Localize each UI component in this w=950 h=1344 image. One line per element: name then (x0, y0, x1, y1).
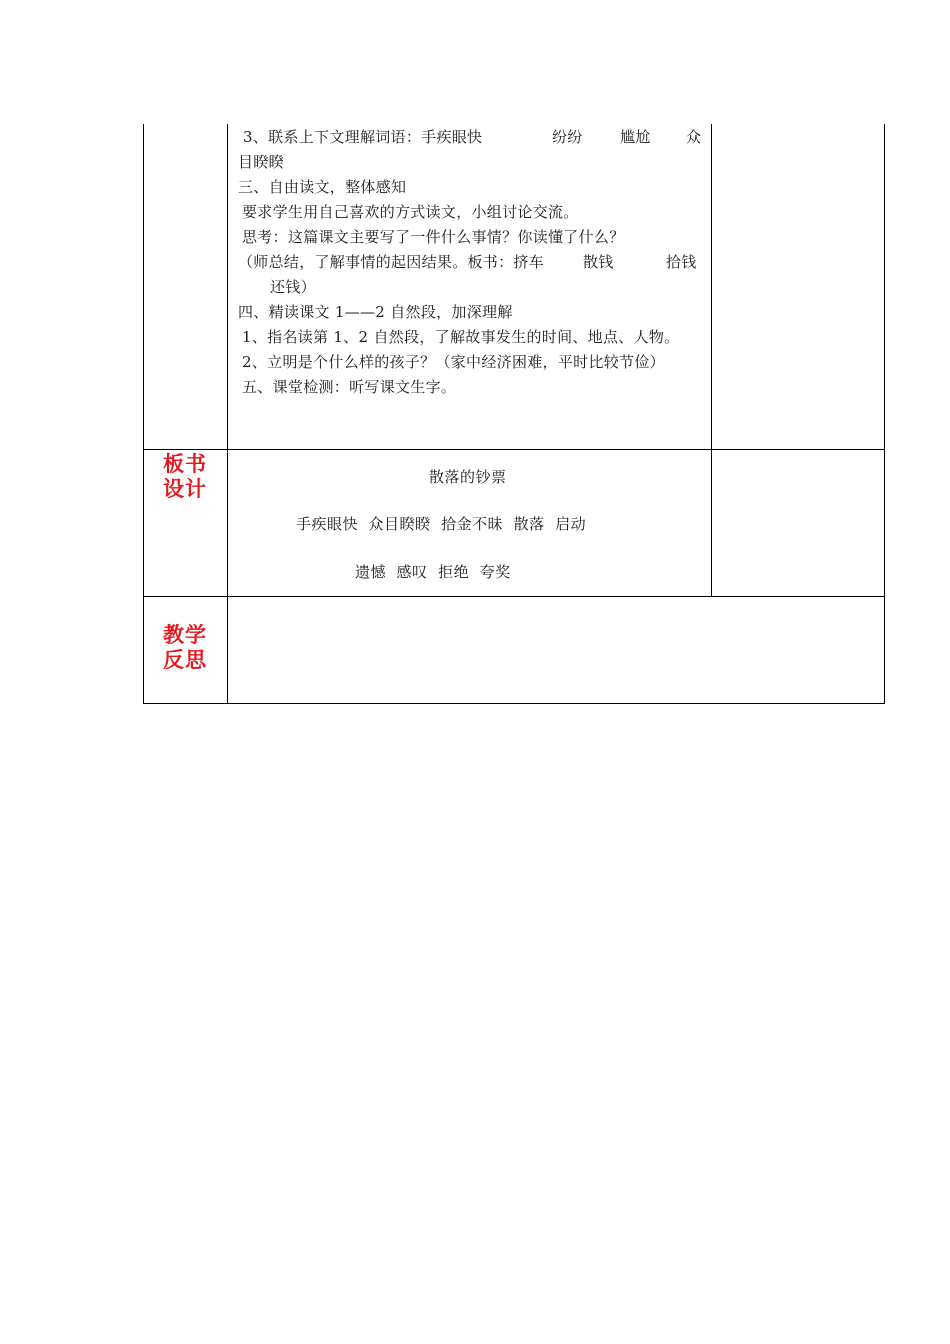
process-word-sanqian: 散钱 (583, 253, 614, 271)
reflection-label (143, 623, 227, 673)
board-title: 散落的钞票 (429, 468, 507, 486)
process-line-item2: 2、立明是个什么样的孩子？（家中经济困难，平时比较节俭） (242, 353, 665, 371)
process-word-ganga: 尴尬 (620, 128, 651, 146)
table-row-divider-1 (143, 449, 885, 450)
process-word-fenfen: 纷纷 (552, 128, 583, 146)
process-word-zhong: 众 (686, 128, 702, 146)
process-line-huanqian: 还钱） (270, 278, 316, 296)
process-line-requirement: 要求学生用自己喜欢的方式读文，小组讨论交流。 (242, 203, 579, 221)
process-line-think: 思考：这篇课文主要写了一件什么事情？你读懂了什么？ (242, 228, 625, 246)
process-line-section4: 四、精读课文 1——2 自然段，加深理解 (238, 303, 513, 321)
board-design-label (143, 452, 227, 502)
reflection-content-cell[interactable] (229, 598, 883, 702)
process-line-vocab (243, 125, 482, 150)
board-design-label-line2: 设计 (163, 477, 207, 501)
board-design-label-line1: 板书 (163, 452, 207, 476)
reflection-label-line1: 教学 (163, 623, 207, 647)
table-right-border (884, 124, 885, 704)
process-word-shiqian: 拾钱 (666, 253, 697, 271)
process-line-summary: （师总结，了解事情的起因结果。板书：挤车 (238, 253, 545, 271)
table-bottom-border (143, 703, 885, 704)
table-col-divider-2 (711, 124, 712, 597)
board-words-row2: 遗憾 感叹 拒绝 夸奖 (355, 563, 511, 581)
reflection-label-line2: 反思 (163, 648, 207, 672)
process-line-wrap: 目睽睽 (238, 153, 284, 171)
table-left-border (143, 124, 144, 704)
process-line-section5: 五、课堂检测：听写课文生字。 (242, 378, 457, 396)
vocab-lead: 3、联系上下文理解词语：手疾眼快 (243, 128, 483, 146)
process-line-section3: 三、自由读文，整体感知 (238, 178, 407, 196)
process-line-item1: 1、指名读第 1、2 自然段，了解故事发生的时间、地点、人物。 (242, 328, 680, 346)
board-words-row1: 手疾眼快 众目睽睽 拾金不昧 散落 启动 (296, 515, 587, 533)
